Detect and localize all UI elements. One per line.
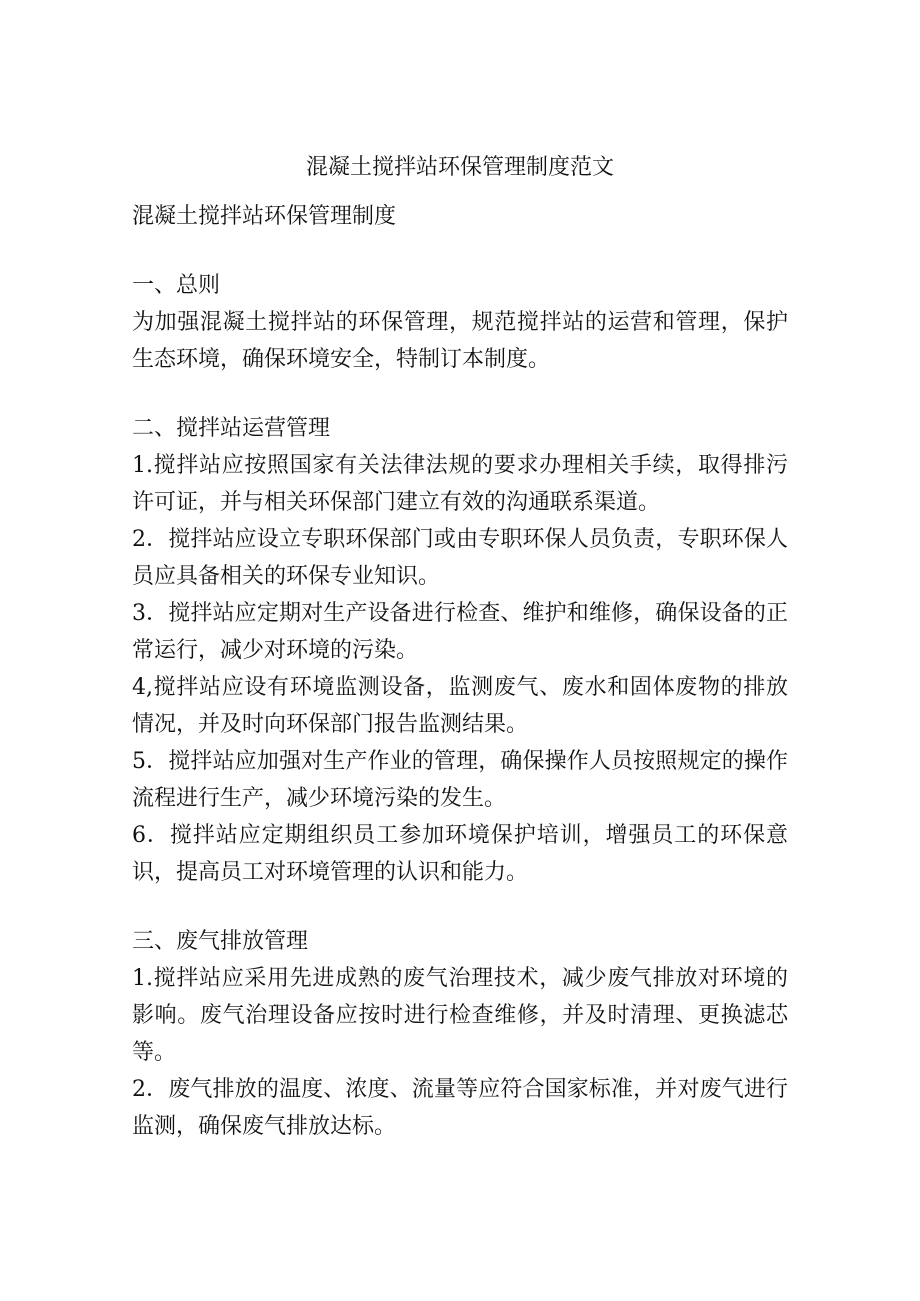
list-item: 2．搅拌站应设立专职环保部门或由专职环保人员负责，专职环保人员应具备相关的环保专业知识。 [132,527,788,589]
section-operation-management [132,410,788,891]
list-item: 1.搅拌站应按照国家有关法律法规的要求办理相关手续，取得排污许可证，并与相关环保部门建立有效的沟通联系渠道。 [132,453,788,515]
document-title: 混凝土搅拌站环保管理制度范文 [305,155,614,180]
section-exhaust-management [132,923,788,1145]
document-subtitle: 混凝土搅拌站环保管理制度 [132,204,397,229]
document-body [132,198,788,1177]
section-general [132,267,788,378]
section-paragraph: 为加强混凝土搅拌站的环保管理，规范搅拌站的运营和管理，保护生态环境，确保环境安全，特制订本制度。 [132,310,788,372]
list-item: 1.搅拌站应采用先进成熟的废气治理技术，减少废气排放对环境的影响。废气治理设备应按时进行检查维修，并及时清理、更换滤芯等。 [132,966,788,1065]
list-item: 3．搅拌站应定期对生产设备进行检查、维护和维修，确保设备的正常运行，减少对环境的污染。 [132,601,788,663]
section-heading: 三、废气排放管理 [132,929,309,954]
list-item: 4,搅拌站应设有环境监测设备，监测废气、废水和固体废物的排放情况，并及时向环保部门报告监测结果。 [132,675,788,737]
section-heading: 二、搅拌站运营管理 [132,416,331,441]
list-item: 5．搅拌站应加强对生产作业的管理，确保操作人员按照规定的操作流程进行生产，减少环境污染的发生。 [132,749,788,811]
list-item: 6．搅拌站应定期组织员工参加环境保护培训，增强员工的环保意识，提高员工对环境管理的认识和能力。 [132,823,788,885]
list-item: 2．废气排放的温度、浓度、流量等应符合国家标准，并对废气进行监测，确保废气排放达标。 [132,1077,788,1139]
section-heading: 一、总则 [132,273,221,298]
